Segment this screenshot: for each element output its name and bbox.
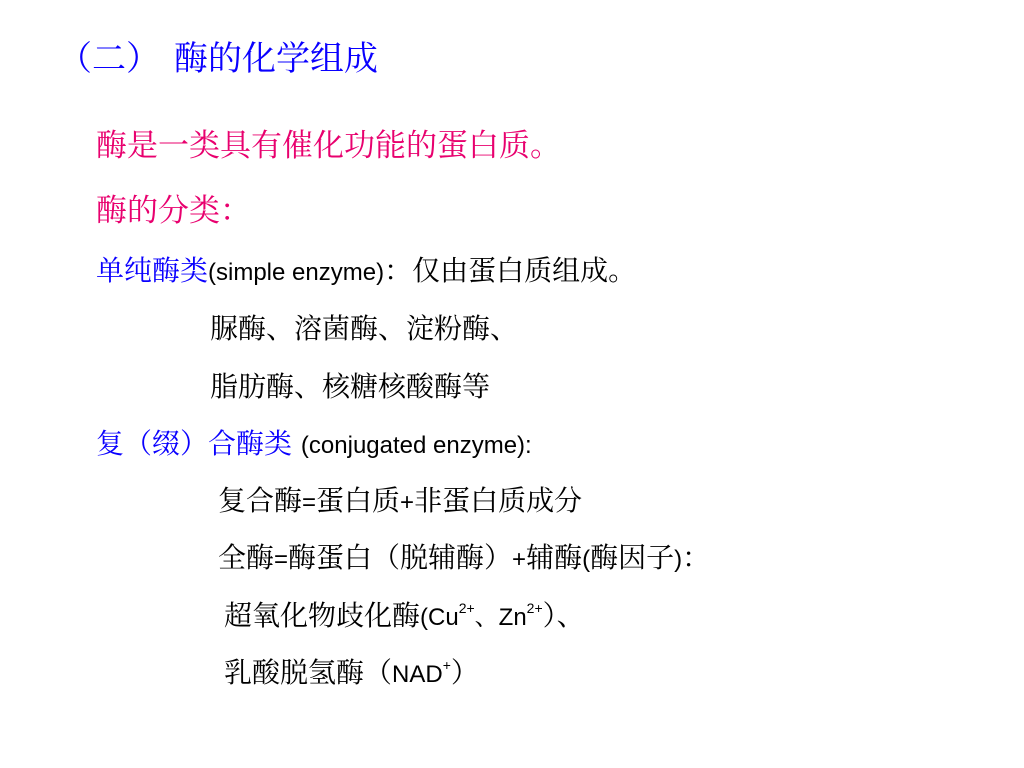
formula-term: 酶蛋白（脱辅酶）	[288, 541, 513, 574]
formula-term: 非蛋白质成分	[414, 484, 583, 517]
formula-term: 复合酶	[218, 484, 303, 517]
ion-charge: 2+	[526, 599, 543, 616]
formula-operator: +	[512, 546, 527, 573]
example-enzyme-name: 乳酸脱氢酶（	[224, 656, 393, 689]
formula-term: 辅酶	[526, 541, 583, 574]
simple-examples-2: 脂肪酶、核糖核酸酶等	[210, 370, 491, 403]
conjugated-enzyme-english: (conjugated enzyme):	[300, 432, 532, 459]
ion-charge: +	[442, 656, 451, 673]
formula-colon: ：	[682, 541, 711, 574]
slide-heading	[58, 36, 378, 82]
ion-charge: 2+	[458, 599, 475, 616]
conjugated-enzyme-line	[96, 425, 532, 465]
cofactor-ion: 、Zn	[474, 604, 527, 631]
classification-title: 酶的分类：	[96, 193, 251, 229]
formula-paren: (	[582, 546, 591, 573]
conjugated-formula-2	[218, 539, 710, 579]
example-close: ）、	[542, 599, 585, 632]
cofactor-ion: (Cu	[420, 604, 459, 631]
conjugated-enzyme-label: 复（缀）合酶类	[96, 427, 293, 460]
formula-term: 蛋白质	[316, 484, 401, 517]
heading-title: 酶的化学组成	[174, 39, 378, 79]
example-close: ）	[450, 656, 479, 689]
formula-operator: =	[302, 489, 317, 516]
example-enzyme-name: 超氧化物歧化酶	[224, 599, 421, 632]
formula-operator: =	[274, 546, 289, 573]
formula-term: 全酶	[218, 541, 275, 574]
simple-enzyme-line	[96, 252, 636, 292]
formula-paren: )	[674, 546, 683, 573]
conjugated-formula-1	[218, 482, 582, 522]
conjugated-example-2	[224, 654, 479, 694]
simple-enzyme-desc: ：仅由蛋白质组成。	[384, 254, 637, 287]
heading-number: （二）	[58, 39, 160, 79]
formula-operator: +	[400, 489, 415, 516]
conjugated-example-1	[224, 597, 585, 637]
simple-examples-1: 脲酶、溶菌酶、淀粉酶、	[210, 312, 519, 345]
cofactor-nad: NAD	[392, 661, 443, 688]
enzyme-definition: 酶是一类具有催化功能的蛋白质。	[96, 128, 561, 164]
simple-enzyme-english: (simple enzyme)	[208, 259, 385, 286]
formula-term: 酶因子	[590, 541, 675, 574]
simple-enzyme-label: 单纯酶类	[96, 254, 209, 287]
